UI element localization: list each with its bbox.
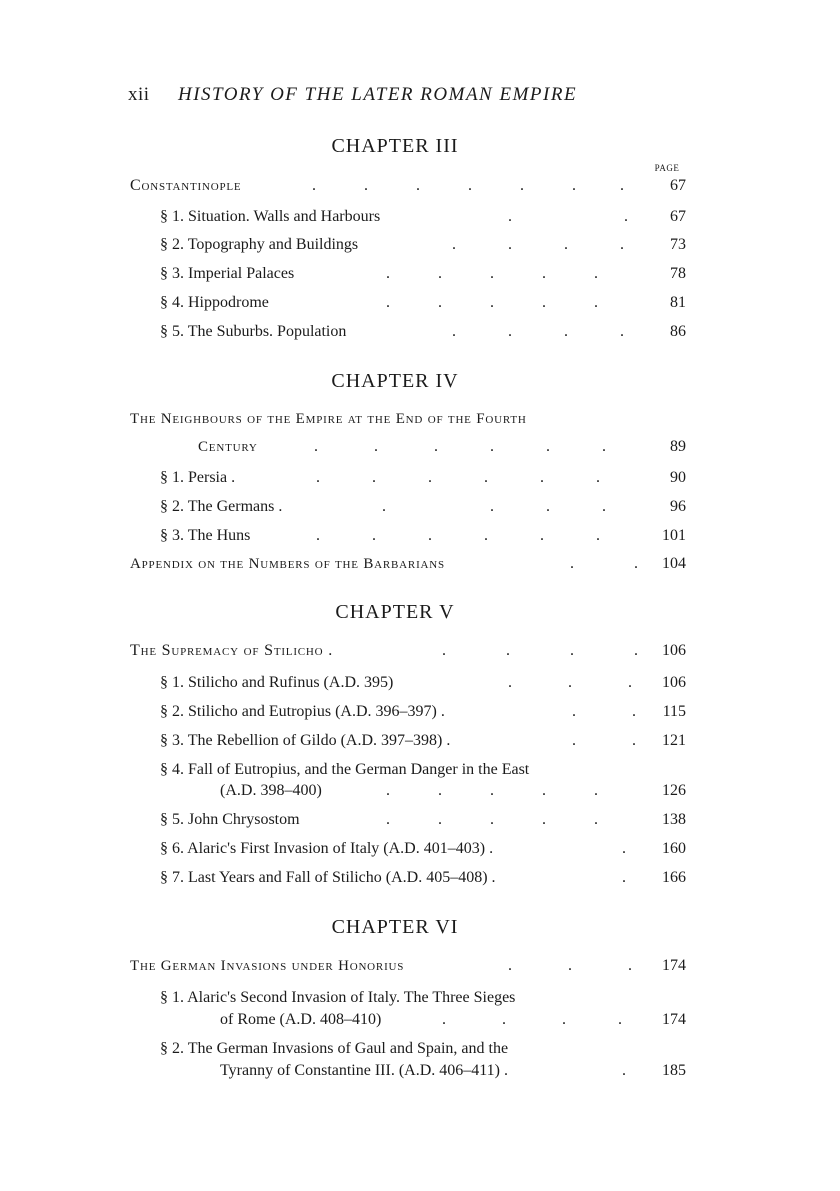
toc-entry-continuation: (A.D. 398–400) xyxy=(220,782,322,799)
toc-page-number: 166 xyxy=(662,869,686,886)
toc-entry-continuation: Tyranny of Constantine III. (A.D. 406–411) . xyxy=(220,1062,509,1079)
toc-entry: § 3. The Huns xyxy=(160,527,251,544)
leader-dots: . . . . . . xyxy=(314,438,606,455)
toc-page-number: 185 xyxy=(662,1062,686,1079)
toc-page-number: 67 xyxy=(670,177,686,194)
toc-entry: Appendix on the Numbers of the Barbarians xyxy=(130,556,445,572)
chapter-heading: CHAPTER VI xyxy=(331,916,459,938)
leader-dots: . . . xyxy=(508,674,632,691)
leader-dots: . . xyxy=(572,703,636,720)
toc-page-number: 104 xyxy=(662,555,686,572)
leader-dots: . . xyxy=(508,208,628,225)
toc-entry-continuation: Century xyxy=(198,439,258,455)
leader-dots: . . . . xyxy=(382,498,606,515)
toc-entry: § 5. John Chrysostom xyxy=(160,811,300,828)
toc-entry: § 2. Topography and Buildings xyxy=(160,236,359,253)
leader-dots: . xyxy=(622,840,626,857)
chapter-heading: CHAPTER III xyxy=(331,135,459,157)
toc-entry-continuation: of Rome (A.D. 408–410) xyxy=(220,1011,382,1028)
leader-dots: . . xyxy=(572,732,636,749)
toc-entry: § 6. Alaric's First Invasion of Italy (A.D. 401–403) . xyxy=(160,840,494,857)
leader-dots: . . . . xyxy=(452,323,624,340)
leader-dots: . . . . xyxy=(442,1011,622,1028)
toc-entry: Constantinople xyxy=(130,177,242,194)
toc-entry: § 3. Imperial Palaces xyxy=(160,265,295,282)
toc-entry: § 4. Hippodrome xyxy=(160,294,269,311)
toc-page-number: 106 xyxy=(662,642,686,659)
toc-page-number: 101 xyxy=(662,527,686,544)
toc-entry: § 1. Stilicho and Rufinus (A.D. 395) xyxy=(160,674,394,691)
toc-entry: The Neighbours of the Empire at the End of the Fourth xyxy=(130,411,527,427)
chapter-heading: CHAPTER IV xyxy=(331,370,459,392)
header-page-number: xii xyxy=(128,84,150,105)
toc-entry: § 1. Persia . xyxy=(160,469,236,486)
leader-dots: . . . xyxy=(508,957,632,974)
page-column-label: PAGE xyxy=(654,163,680,173)
toc-page-number: 89 xyxy=(670,438,686,455)
toc-entry: § 3. The Rebellion of Gildo (A.D. 397–398) . xyxy=(160,732,451,749)
leader-dots: . . . . . xyxy=(386,265,598,282)
toc-page-number: 174 xyxy=(662,957,686,974)
toc-page-number: 106 xyxy=(662,674,686,691)
chapter-heading: CHAPTER V xyxy=(335,601,455,623)
leader-dots: . . . . . . xyxy=(316,527,600,544)
header-book-title: HISTORY OF THE LATER ROMAN EMPIRE xyxy=(178,84,578,105)
toc-page-number: 138 xyxy=(662,811,686,828)
toc-page-number: 73 xyxy=(670,236,686,253)
toc-page-number: 174 xyxy=(662,1011,686,1028)
toc-page-number: 160 xyxy=(662,840,686,857)
leader-dots: . . . . . . . xyxy=(312,177,624,194)
leader-dots: . . . . . . xyxy=(316,469,600,486)
toc-page-number: 126 xyxy=(662,782,686,799)
toc-entry: § 2. Stilicho and Eutropius (A.D. 396–397) . xyxy=(160,703,445,720)
toc-page-number: 96 xyxy=(670,498,686,515)
leader-dots: . . . . . xyxy=(386,294,598,311)
toc-page-number: 86 xyxy=(670,323,686,340)
leader-dots: . . . . xyxy=(442,642,638,659)
toc-page-number: 121 xyxy=(662,732,686,749)
toc-entry: § 4. Fall of Eutropius, and the German Danger in the East xyxy=(160,761,530,778)
leader-dots: . xyxy=(622,869,626,886)
toc-entry: The Supremacy of Stilicho . xyxy=(130,642,334,659)
toc-entry: § 1. Situation. Walls and Harbours xyxy=(160,208,381,225)
toc-entry: The German Invasions under Honorius xyxy=(130,958,405,974)
leader-dots: . xyxy=(622,1062,626,1079)
toc-entry: § 5. The Suburbs. Population xyxy=(160,323,347,340)
toc-page-number: 115 xyxy=(662,703,686,720)
toc-entry: § 1. Alaric's Second Invasion of Italy. The Three Sieges xyxy=(160,989,516,1006)
toc-page-number: 67 xyxy=(670,208,686,225)
toc-entry: § 2. The Germans . xyxy=(160,498,283,515)
leader-dots: . . xyxy=(570,555,638,572)
toc-page-number: 78 xyxy=(670,265,686,282)
toc-page-number: 81 xyxy=(670,294,686,311)
leader-dots: . . . . . xyxy=(386,782,598,799)
leader-dots: . . . . xyxy=(452,236,624,253)
toc-entry: § 2. The German Invasions of Gaul and Spain, and the xyxy=(160,1040,509,1057)
leader-dots: . . . . . xyxy=(386,811,598,828)
toc-entry: § 7. Last Years and Fall of Stilicho (A.D. 405–408) . xyxy=(160,869,496,886)
toc-page-number: 90 xyxy=(670,469,686,486)
